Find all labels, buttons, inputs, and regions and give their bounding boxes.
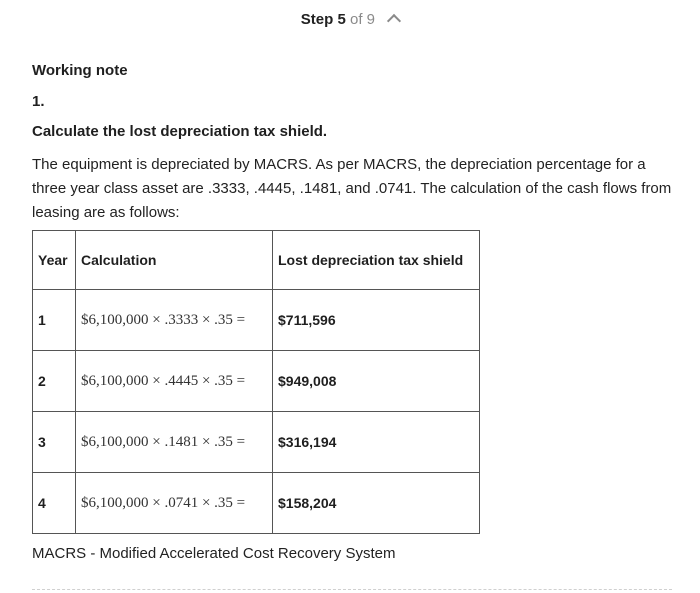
cell-shield: $711,596 [273,290,480,351]
section-divider [32,589,672,590]
calculation-title: Calculate the lost depreciation tax shield. [32,123,328,140]
table-row [33,290,480,351]
step-count: of 9 [349,11,376,28]
step-label: Step 5 [300,11,346,28]
cell-year: 4 [33,473,76,534]
table-header-row [33,231,480,290]
table-row [33,351,480,412]
depreciation-table [32,230,480,534]
header-shield: Lost depreciation tax shield [273,231,480,290]
cell-year: 1 [33,290,76,351]
cell-calculation: $6,100,000 × .4445 × .35 = [76,351,273,412]
cell-year: 3 [33,412,76,473]
header-year: Year [33,231,76,290]
cell-shield: $158,204 [273,473,480,534]
cell-shield: $316,194 [273,412,480,473]
chevron-up-icon[interactable] [387,14,401,28]
table-row [33,412,480,473]
cell-year: 2 [33,351,76,412]
cell-calculation: $6,100,000 × .1481 × .35 = [76,412,273,473]
cell-calculation: $6,100,000 × .3333 × .35 = [76,290,273,351]
cell-calculation: $6,100,000 × .0741 × .35 = [76,473,273,534]
step-navigator [0,11,700,29]
item-number: 1. [32,93,45,110]
macrs-footnote: MACRS - Modified Accelerated Cost Recovery System [32,545,396,562]
working-note-heading: Working note [32,62,128,79]
table-row [33,473,480,534]
explanation-paragraph: The equipment is depreciated by MACRS. As per MACRS, the depreciation percentage for a three year class asset are .3333, .4445, .1481, and .0741. The calculation of the cash flows from leasing are as follows: [32,156,672,221]
cell-shield: $949,008 [273,351,480,412]
header-calculation: Calculation [76,231,273,290]
